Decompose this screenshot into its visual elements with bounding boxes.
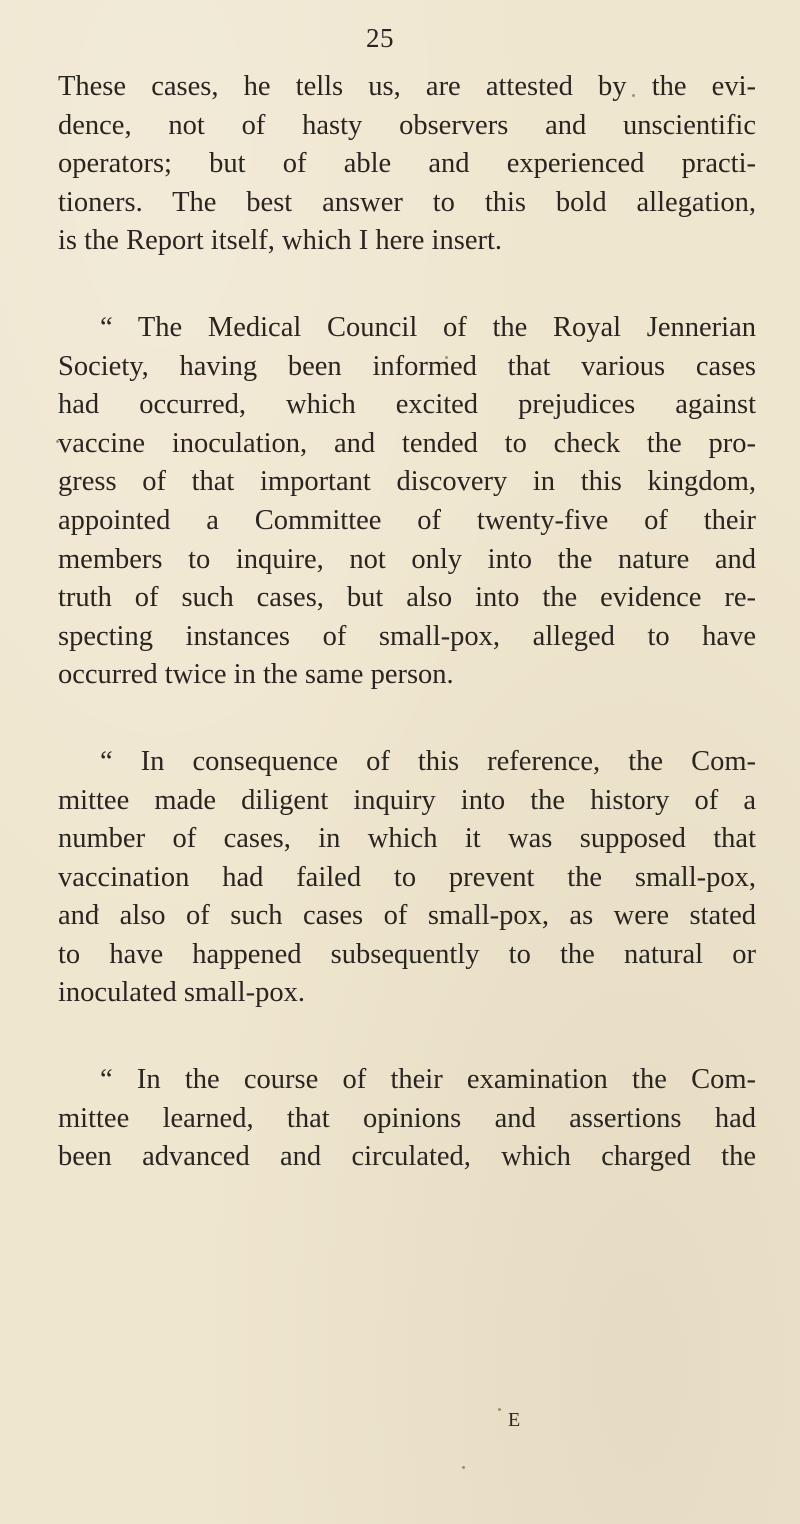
text-line: been advanced and circulated, which charged the	[58, 1141, 756, 1173]
paragraph-report-council	[58, 309, 756, 695]
text-line: vaccine inoculation, and tended to check the pro-	[58, 427, 756, 459]
page-number: 25	[366, 23, 394, 53]
text-line: and also of such cases of small-pox, as were stated	[58, 900, 756, 932]
text-line: appointed a Committee of twenty-five of their	[58, 504, 756, 536]
paper-speck	[56, 440, 59, 443]
text-line: tioners. The best answer to this bold allegation,	[58, 186, 756, 218]
page-body	[58, 68, 756, 1177]
paper-speck	[445, 356, 448, 359]
text-line: Society, having been informed that various cases	[58, 350, 756, 382]
paragraph-report-consequence	[58, 743, 756, 1013]
paragraph-intro	[58, 68, 756, 261]
paper-speck	[632, 94, 635, 97]
text-line: “ In consequence of this reference, the Com-	[100, 745, 756, 777]
text-line: mittee learned, that opinions and assertions had	[58, 1102, 756, 1134]
text-line: occurred twice in the same person.	[58, 659, 454, 691]
text-line: operators; but of able and experienced practi-	[58, 148, 756, 180]
text-line: specting instances of small-pox, alleged to have	[58, 620, 756, 652]
text-line: inoculated small-pox.	[58, 977, 305, 1009]
text-line: had occurred, which excited prejudices against	[58, 389, 756, 421]
signature-mark: E	[508, 1409, 522, 1431]
text-line: These cases, he tells us, are attested by the evi-	[58, 71, 756, 102]
paragraph-report-examination	[58, 1061, 756, 1177]
text-line: “ The Medical Council of the Royal Jennerian	[100, 311, 756, 343]
paper-speck	[96, 908, 99, 911]
text-line: vaccination had failed to prevent the small-pox,	[58, 861, 756, 893]
text-line: dence, not of hasty observers and unscientific	[58, 109, 756, 141]
text-line: members to inquire, not only into the nature and	[58, 543, 756, 575]
text-line: to have happened subsequently to the natural or	[58, 938, 756, 970]
text-line: is the Report itself, which I here insert.	[58, 225, 503, 257]
text-line: gress of that important discovery in this kingdom,	[58, 466, 756, 498]
text-line: “ In the course of their examination the Com-	[100, 1064, 756, 1096]
text-line: mittee made diligent inquiry into the history of a	[58, 784, 756, 816]
paper-speck	[498, 1408, 501, 1411]
text-line: truth of such cases, but also into the evidence re-	[58, 582, 756, 614]
text-line: number of cases, in which it was supposed that	[58, 823, 756, 855]
paper-speck	[462, 1466, 465, 1469]
